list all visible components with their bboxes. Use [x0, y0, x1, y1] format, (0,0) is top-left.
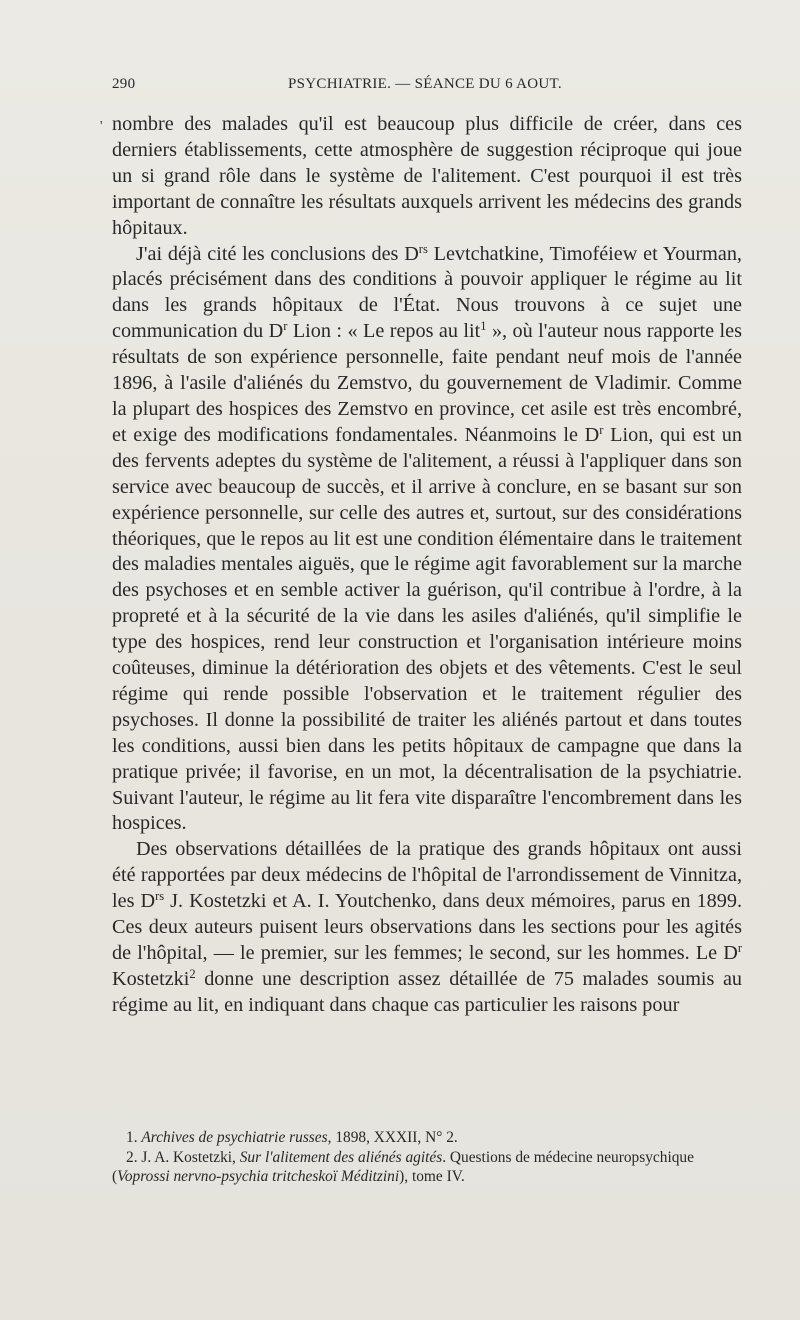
footnote-ref-2: 2 — [189, 967, 196, 982]
paragraph-vinnitza: Des observations détaillées de la pratique des grands hôpitaux ont aussi été rapportées par deux médecins de l'hôpital de l'arrondissement de Vinnitza, les $D^{rs}$ J. Kostetzki et A. I. Youtchenko, dans deux mémoires, parus en 1899. Ces deux auteurs puisent leurs observations dans les sections pour les agités de l'hôpital, — le premier, sur les femmes; le second, sur les hommes. Le $D^r$ Kostetzki$^2$ donne une description assez détaillée de 75 malades soumis au régime au lit, en indiquant dans chaque cas particulier les raisons pour — [112, 838, 742, 1016]
footnote-ref-1: 1 — [480, 319, 487, 334]
footnotes — [112, 1128, 744, 1187]
running-title: PSYCHIATRIE. — SÉANCE DU 6 AOUT. — [288, 76, 562, 92]
paragraph-continuation: nombre des malades qu'il est beaucoup plus difficile de créer, dans ces derniers établissements, cette atmosphère de suggestion réciproque qui joue un si grand rôle dans le système de l'alitement. C'est pourquoi il est très important de connaître les résultats auxquels arrivent les médecins des grands hôpitaux. — [112, 113, 742, 239]
page-number: 290 — [112, 76, 136, 92]
footnote-2: 2. J. A. Kostetzki, Sur l'alitement des aliénés agités. Questions de médecine neuropsychique (Voprossi nervno-psychia tritcheskoï Méditzini), tome IV. — [112, 1148, 694, 1185]
footnote-1: 1. Archives de psychiatrie russes, 1898, XXXII, N° 2. — [126, 1129, 458, 1146]
paragraph-lion: J'ai déjà cité les conclusions des $D^{rs}$ Levtchatkine, Timoféiew et Yourman, placés précisément dans des conditions à pouvoir appliquer le régime au lit dans les grands hôpitaux de l'État. Nous trouvons à ce sujet une communication du $D^r$ Lion : « Le repos au lit$^1$ », où l'auteur nous rapporte les résultats de son expérience personnelle, faite pendant neuf mois de l'année 1896, à l'asile d'aliénés du Zemstvo, du gouvernement de Vladimir. Comme la plupart des hospices des Zemstvo en province, cet asile est très encombré, et exige des modifications fondamentales. Néanmoins le $D^r$ Lion, qui est un des fervents adeptes du système de l'alitement, a réussi à l'appliquer dans son service avec beaucoup de succès, et il arrive à conclure, en se basant sur son expérience personnelle, sur celle des autres et, surtout, sur des considérations théoriques, que le repos au lit est une condition élémentaire dans le traitement des maladies mentales aiguës, que le régime agit favorablement sur la marche des psychoses et en semble activer la guérison, qu'il contribue à l'ordre, à la propreté et à la sécurité de la vie dans les asiles d'aliénés, qu'il simplifie le type des hospices, rend leur construction et l'organisation intérieure moins coûteuses, diminue la détérioration des objets et des vêtements. C'est le seul régime qui rende possible l'observation et le traitement régulier des psychoses. Il donne la possibilité de traiter les aliénés partout et dans toutes les conditions, aussi bien dans les petits hôpitaux de campagne que dans la pratique privée; il favorise, en un mot, la décentralisation de la psychiatrie. Suivant l'auteur, le régime au lit fera vite disparaître l'encombrement dans les hospices. — [112, 241, 742, 835]
running-header — [112, 76, 740, 98]
body-text — [100, 112, 742, 1019]
margin-mark: ' — [100, 119, 103, 134]
